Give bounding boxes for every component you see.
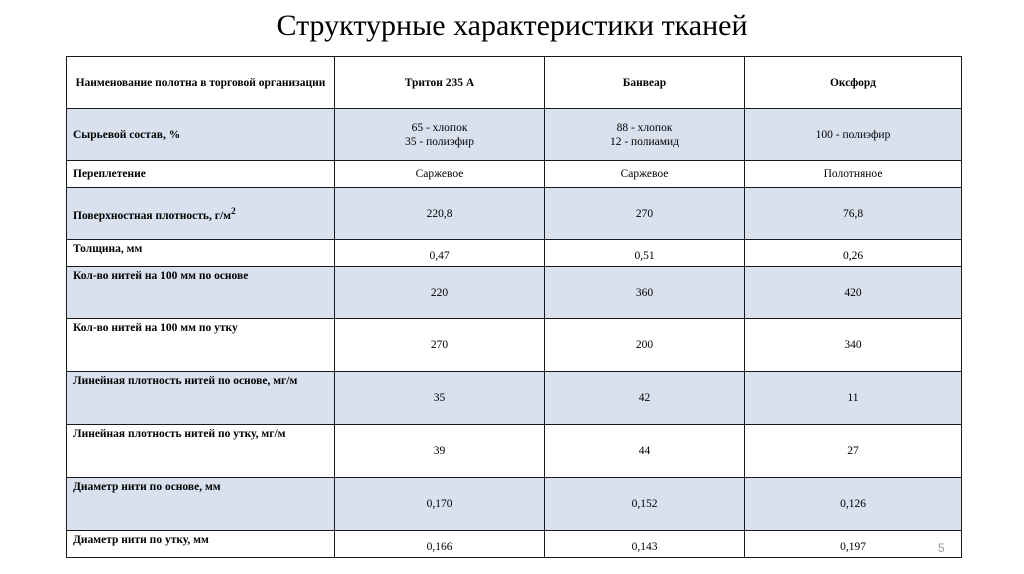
table-cell: 200 — [545, 319, 745, 372]
table-row — [67, 531, 962, 558]
table-cell: 11 — [745, 372, 962, 425]
row-label: Толщина, мм — [67, 240, 335, 267]
table-cell — [745, 109, 962, 161]
row-label: Сырьевой состав, % — [67, 109, 335, 161]
header-cell-banvear: Банвеар — [545, 57, 745, 109]
table-cell: 0,197 — [745, 531, 962, 558]
table-cell: 0,126 — [745, 478, 962, 531]
table-cell: 270 — [545, 188, 745, 240]
table-cell: 42 — [545, 372, 745, 425]
table-cell: 0,143 — [545, 531, 745, 558]
page-title: Структурные характеристики тканей — [276, 9, 748, 42]
table-header-row — [67, 57, 962, 109]
cell-line: 35 - полиэфир — [405, 135, 474, 148]
table-cell: 220 — [335, 267, 545, 319]
row-label: Переплетение — [67, 161, 335, 188]
row-label: Кол-во нитей на 100 мм по основе — [67, 267, 335, 319]
row-label: Диаметр нити по утку, мм — [67, 531, 335, 558]
table-cell — [335, 109, 545, 161]
row-label-superscript: 2 — [231, 205, 236, 217]
table-row — [67, 267, 962, 319]
table-cell — [545, 109, 745, 161]
table-row — [67, 319, 962, 372]
table-row — [67, 372, 962, 425]
header-cell-name: Наименование полотна в торговой организации — [67, 57, 335, 109]
header-cell-oxford: Оксфорд — [745, 57, 962, 109]
row-label: Линейная плотность нитей по основе, мг/м — [67, 372, 335, 425]
table-cell: 0,166 — [335, 531, 545, 558]
row-label — [67, 188, 335, 240]
table-cell: 0,170 — [335, 478, 545, 531]
table-row — [67, 425, 962, 478]
table-cell: 39 — [335, 425, 545, 478]
table-cell: Полотняное — [745, 161, 962, 188]
table-cell: 0,51 — [545, 240, 745, 267]
table-cell: 35 — [335, 372, 545, 425]
cell-line: 88 - хлопок — [616, 121, 673, 134]
table-cell: 0,26 — [745, 240, 962, 267]
table-cell: 270 — [335, 319, 545, 372]
table-row — [67, 109, 962, 161]
row-label: Диаметр нити по основе, мм — [67, 478, 335, 531]
table-row — [67, 240, 962, 267]
page-number: 5 — [938, 541, 945, 555]
table-cell: 27 — [745, 425, 962, 478]
table-cell: 220,8 — [335, 188, 545, 240]
table-cell: 44 — [545, 425, 745, 478]
table-cell: Саржевое — [545, 161, 745, 188]
table-cell: 340 — [745, 319, 962, 372]
row-label: Линейная плотность нитей по утку, мг/м — [67, 425, 335, 478]
table-cell: Саржевое — [335, 161, 545, 188]
cell-line: 12 - полиамид — [609, 135, 680, 148]
cell-line: 100 - полиэфир — [815, 128, 891, 141]
table-cell: 420 — [745, 267, 962, 319]
table-cell: 76,8 — [745, 188, 962, 240]
row-label-text: Поверхностная плотность, г/м — [73, 209, 232, 222]
cell-line: 65 - хлопок — [411, 121, 468, 134]
table-row — [67, 161, 962, 188]
table-cell: 0,152 — [545, 478, 745, 531]
row-label: Кол-во нитей на 100 мм по утку — [67, 319, 335, 372]
table-cell: 0,47 — [335, 240, 545, 267]
table-row — [67, 478, 962, 531]
table-cell: 360 — [545, 267, 745, 319]
fabric-characteristics-table — [66, 56, 962, 558]
header-cell-triton: Тритон 235 А — [335, 57, 545, 109]
table-row — [67, 188, 962, 240]
